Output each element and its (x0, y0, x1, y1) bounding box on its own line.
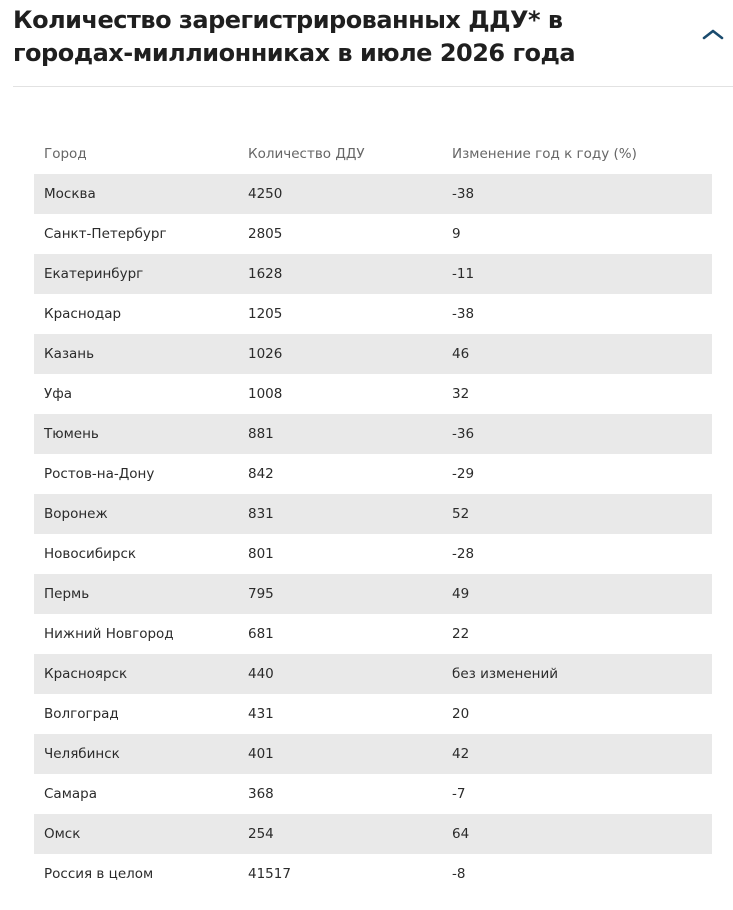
cell-change: 9 (442, 214, 712, 254)
cell-count: 368 (238, 774, 442, 814)
data-table-container (34, 134, 712, 894)
cell-city: Тюмень (34, 414, 238, 454)
cell-change: -38 (442, 294, 712, 334)
cell-change: 64 (442, 814, 712, 854)
cell-count: 831 (238, 494, 442, 534)
table-row (34, 534, 712, 574)
column-header-change: Изменение год к году (%) (452, 146, 637, 162)
table-row (34, 774, 712, 814)
cell-city: Санкт-Петербург (34, 214, 238, 254)
collapse-button[interactable] (701, 22, 725, 46)
cell-count: 254 (238, 814, 442, 854)
table-row (34, 734, 712, 774)
table-row (34, 334, 712, 374)
cell-count: 795 (238, 574, 442, 614)
cell-count: 681 (238, 614, 442, 654)
table-row (34, 494, 712, 534)
data-table (34, 134, 712, 894)
cell-change: 52 (442, 494, 712, 534)
cell-change: 20 (442, 694, 712, 734)
cell-city: Россия в целом (34, 854, 238, 894)
cell-city: Нижний Новгород (34, 614, 238, 654)
cell-change: -29 (442, 454, 712, 494)
table-row (34, 854, 712, 894)
table-row (34, 174, 712, 214)
cell-change: 22 (442, 614, 712, 654)
cell-city: Москва (34, 174, 238, 214)
cell-city: Краснодар (34, 294, 238, 334)
cell-change: 46 (442, 334, 712, 374)
cell-change: 49 (442, 574, 712, 614)
table-row (34, 374, 712, 414)
cell-count: 440 (238, 654, 442, 694)
cell-city: Омск (34, 814, 238, 854)
column-header-count: Количество ДДУ (248, 146, 365, 162)
page-title: Количество зарегистрированных ДДУ* в городах-миллионниках в июле 2026 года (13, 6, 576, 67)
cell-city: Челябинск (34, 734, 238, 774)
cell-count: 881 (238, 414, 442, 454)
cell-change: -8 (442, 854, 712, 894)
cell-count: 842 (238, 454, 442, 494)
table-header-row (34, 134, 712, 174)
table-row (34, 654, 712, 694)
cell-change: -7 (442, 774, 712, 814)
cell-city: Самара (34, 774, 238, 814)
cell-city: Ростов-на-Дону (34, 454, 238, 494)
cell-count: 1205 (238, 294, 442, 334)
table-row (34, 214, 712, 254)
table-row (34, 814, 712, 854)
table-body (34, 174, 712, 894)
cell-change: -28 (442, 534, 712, 574)
cell-count: 1026 (238, 334, 442, 374)
table-row (34, 294, 712, 334)
table-row (34, 254, 712, 294)
cell-city: Воронеж (34, 494, 238, 534)
cell-change: 42 (442, 734, 712, 774)
cell-count: 1008 (238, 374, 442, 414)
cell-count: 801 (238, 534, 442, 574)
table-row (34, 574, 712, 614)
cell-count: 41517 (238, 854, 442, 894)
cell-city: Уфа (34, 374, 238, 414)
cell-city: Екатеринбург (34, 254, 238, 294)
cell-city: Пермь (34, 574, 238, 614)
cell-count: 1628 (238, 254, 442, 294)
cell-count: 2805 (238, 214, 442, 254)
chevron-up-icon (702, 28, 724, 40)
table-row (34, 414, 712, 454)
table-row (34, 694, 712, 734)
cell-city: Казань (34, 334, 238, 374)
cell-city: Красноярск (34, 654, 238, 694)
table-row (34, 454, 712, 494)
table-row (34, 614, 712, 654)
cell-city: Новосибирск (34, 534, 238, 574)
cell-city: Волгоград (34, 694, 238, 734)
cell-change: -11 (442, 254, 712, 294)
cell-count: 401 (238, 734, 442, 774)
cell-change: 32 (442, 374, 712, 414)
column-header-city: Город (44, 146, 87, 162)
cell-count: 4250 (238, 174, 442, 214)
cell-change: -38 (442, 174, 712, 214)
cell-change: -36 (442, 414, 712, 454)
cell-change: без изменений (442, 654, 712, 694)
table-header (13, 0, 733, 87)
cell-count: 431 (238, 694, 442, 734)
